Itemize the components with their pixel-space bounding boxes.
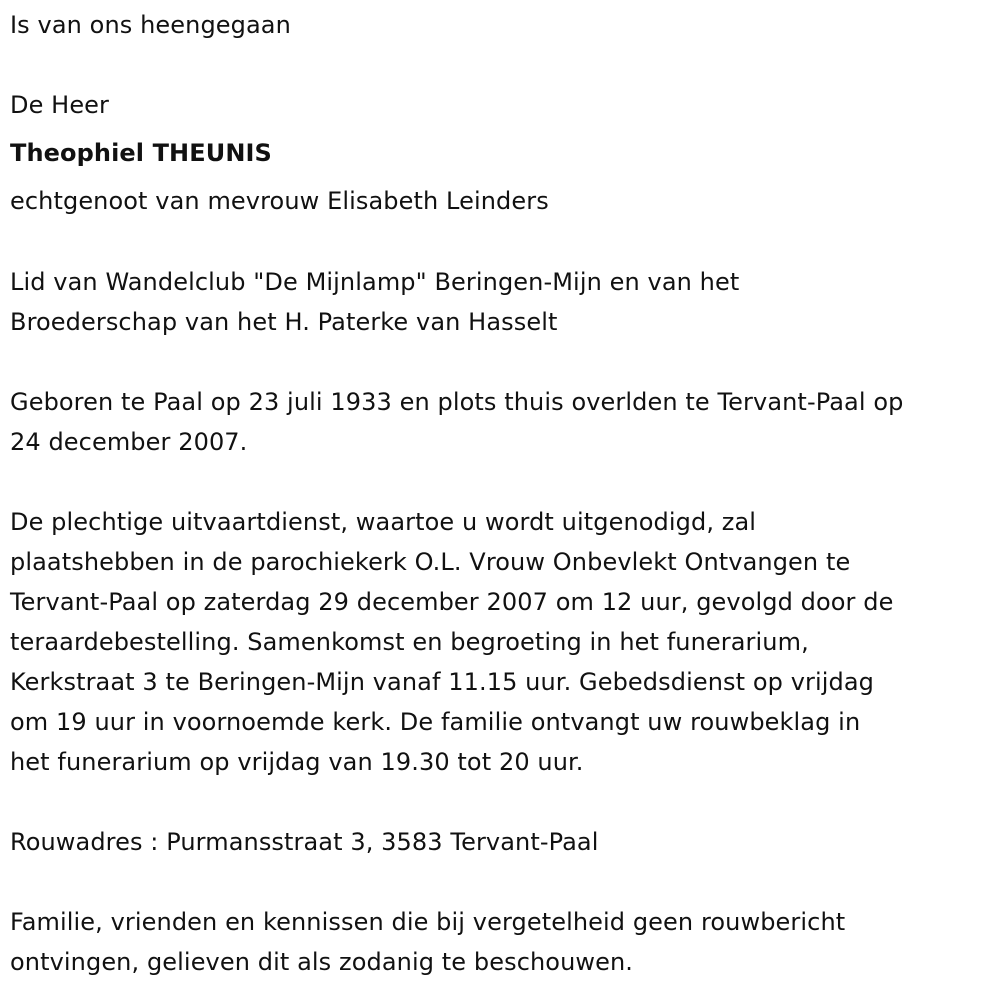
funeral-line: teraardebestelling. Samenkomst en begroeting in het funerarium, [10,628,809,656]
funeral-line: Tervant-Paal op zaterdag 29 december 2007 om 12 uur, gevolgd door de [10,588,894,616]
intro-text: Is van ons heengegaan [10,11,291,39]
funeral-line: De plechtige uitvaartdienst, waartoe u wordt uitgenodigd, zal [10,508,757,536]
title-prefix: De Heer [10,91,110,119]
membership-line: Lid van Wandelclub "De Mijnlamp" Beringen-Mijn en van het [10,268,740,296]
mourning-address: Rouwadres : Purmansstraat 3, 3583 Tervant-Paal [10,828,599,856]
closing-line: ontvingen, gelieven dit als zodanig te beschouwen. [10,948,634,976]
spouse-text: echtgenoot van mevrouw Elisabeth Leinders [10,187,549,215]
funeral-line: het funerarium op vrijdag van 19.30 tot 20 uur. [10,748,584,776]
birth-death-line: Geboren te Paal op 23 juli 1933 en plots thuis overlden te Tervant-Paal op [10,388,904,416]
deceased-name: Theophiel THEUNIS [10,139,272,167]
funeral-line: om 19 uur in voornoemde kerk. De familie ontvangt uw rouwbeklag in [10,708,861,736]
closing-line: Familie, vrienden en kennissen die bij vergetelheid geen rouwbericht [10,908,846,936]
funeral-line: Kerkstraat 3 te Beringen-Mijn vanaf 11.15 uur. Gebedsdienst op vrijdag [10,668,874,696]
birth-death-line: 24 december 2007. [10,428,248,456]
membership-line: Broederschap van het H. Paterke van Hasselt [10,308,558,336]
funeral-line: plaatshebben in de parochiekerk O.L. Vrouw Onbevlekt Ontvangen te [10,548,851,576]
